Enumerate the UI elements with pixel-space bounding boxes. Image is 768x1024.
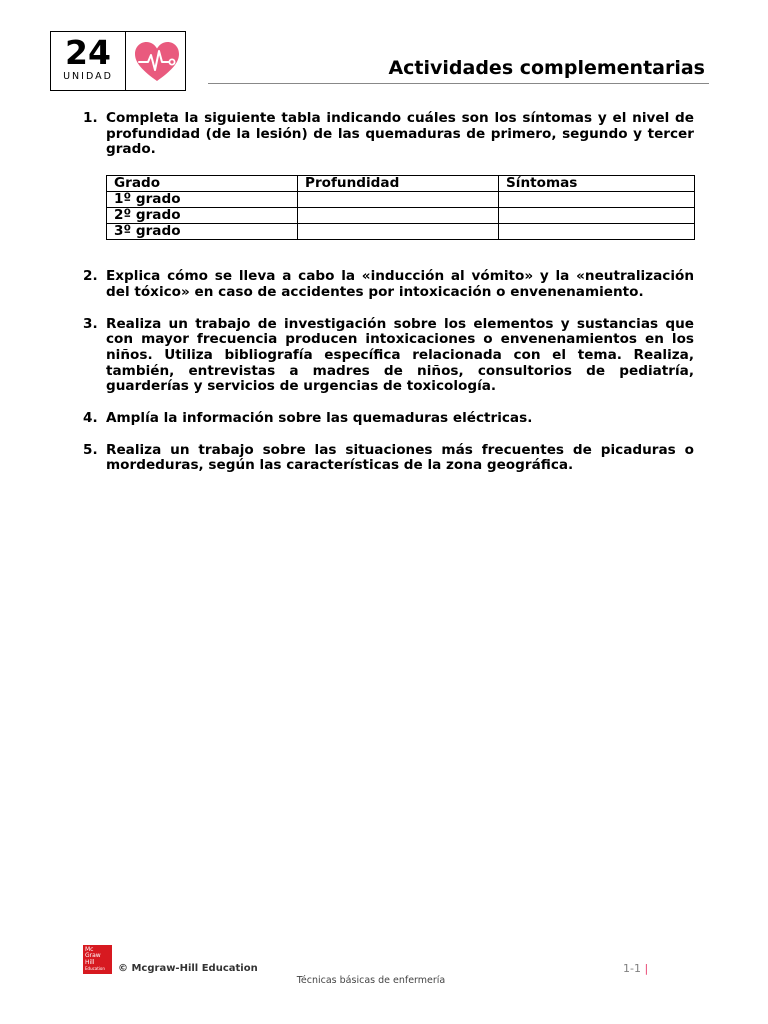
activity-item xyxy=(83,317,694,396)
logo-line: Graw xyxy=(85,952,101,960)
page-number-bar: | xyxy=(644,962,649,975)
activity-text: Realiza un trabajo sobre las situaciones más frecuentes de picaduras o mordeduras, según las características de la zona geográfica. xyxy=(106,441,694,474)
table-cell xyxy=(499,192,695,208)
activity-text: Completa la siguiente tabla indicando cuáles son los síntomas y el nivel de profundidad (de la lesión) de las quemaduras de primero, segundo y tercer grado. xyxy=(106,110,694,158)
activity-number: 2. xyxy=(83,268,98,285)
unit-number-cell xyxy=(51,32,126,90)
activity-item xyxy=(83,411,694,427)
table-header-cell: Síntomas xyxy=(499,176,695,192)
header-divider xyxy=(208,83,709,84)
footer-subtitle: Técnicas básicas de enfermería xyxy=(296,975,446,986)
activity-text: Explica cómo se lleva a cabo la «inducción al vómito» y la «neutralización del tóxico» en caso de accidentes por intoxicación o envenenamiento. xyxy=(106,268,694,300)
table-cell: 2º grado xyxy=(107,208,298,224)
table-row xyxy=(107,224,695,240)
activity-number: 1. xyxy=(83,110,98,126)
unit-number: 24 xyxy=(65,33,111,72)
publisher-logo xyxy=(83,945,112,974)
table-cell xyxy=(499,208,695,224)
activity-item xyxy=(83,443,694,474)
activity-number: 5. xyxy=(83,441,98,458)
table-row xyxy=(107,192,695,208)
logo-line: Education xyxy=(85,966,105,972)
table-cell xyxy=(298,192,499,208)
page-title: Actividades complementarias xyxy=(388,57,705,79)
table-cell xyxy=(298,208,499,224)
table-cell: 3º grado xyxy=(107,224,298,240)
activity-number: 3. xyxy=(83,315,98,332)
table-header-row xyxy=(107,176,695,192)
activities-list xyxy=(83,111,694,474)
heart-pulse-icon xyxy=(133,41,181,83)
unit-label: UNIDAD xyxy=(63,71,113,82)
burn-grade-table xyxy=(106,175,695,240)
table-cell xyxy=(298,224,499,240)
logo-line: Mc xyxy=(85,946,94,953)
table-header-cell: Grado xyxy=(107,176,298,192)
table-row xyxy=(107,208,695,224)
logo-line: Hill xyxy=(85,958,95,966)
page-number-text: 1-1 xyxy=(623,962,641,975)
activity-text: Realiza un trabajo de investigación sobre los elementos y sustancias que con mayor frecuencia producen intoxicaciones o envenenamientos en los niños. Utiliza bibliografía específica relacionada con el tema. Realiza, también, entrevistas a madres de niños, consultorios de pediatría, guarderías y servicios de urgencias de toxicología. xyxy=(106,315,694,395)
table-cell: 1º grado xyxy=(107,192,298,208)
activity-item xyxy=(83,269,694,300)
unit-badge xyxy=(50,31,186,91)
page-number xyxy=(623,962,648,976)
table-header-cell: Profundidad xyxy=(298,176,499,192)
footer-copyright: © Mcgraw-Hill Education xyxy=(118,963,258,974)
activity-item xyxy=(83,111,694,158)
table-cell xyxy=(499,224,695,240)
activity-number: 4. xyxy=(83,410,98,427)
activity-text: Amplía la información sobre las quemaduras eléctricas. xyxy=(106,410,533,427)
